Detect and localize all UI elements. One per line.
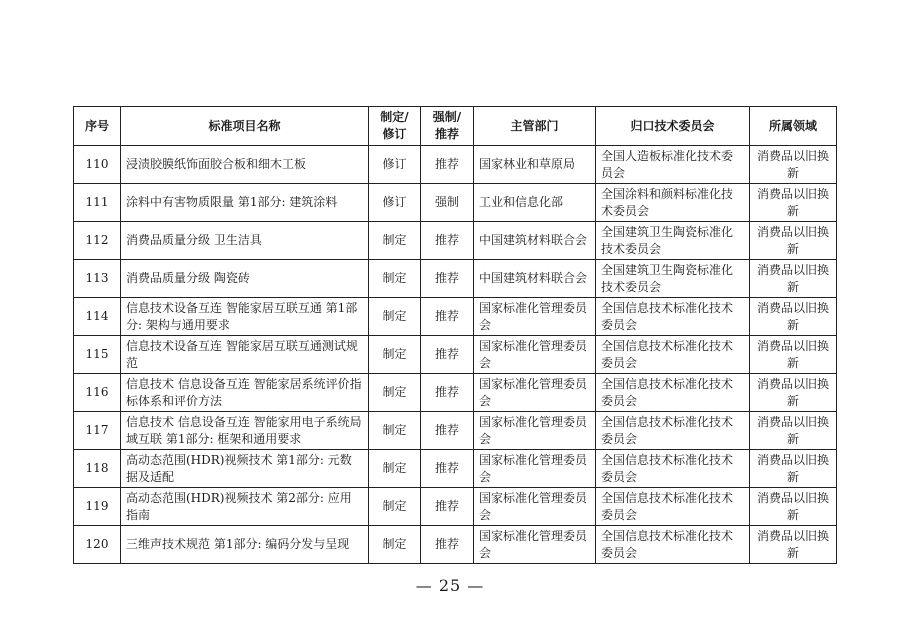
cell-committee: 全国建筑卫生陶瓷标准化技术委员会 xyxy=(596,222,750,260)
cell-type: 修订 xyxy=(369,184,421,222)
cell-seq: 114 xyxy=(74,298,121,336)
cell-type: 制定 xyxy=(369,336,421,374)
cell-committee: 全国信息技术标准化技术委员会 xyxy=(596,450,750,488)
cell-field: 消费品以旧换新 xyxy=(750,184,837,222)
header-type-line1: 制定/ xyxy=(380,110,409,124)
header-type xyxy=(369,107,421,146)
cell-name: 信息技术设备互连 智能家居互联互通 第1部分: 架构与通用要求 xyxy=(121,298,369,336)
page-number: — 25 — xyxy=(415,576,485,595)
cell-seq: 112 xyxy=(74,222,121,260)
table-row xyxy=(74,260,837,298)
table-row xyxy=(74,298,837,336)
cell-nature: 推荐 xyxy=(421,298,474,336)
cell-committee: 全国信息技术标准化技术委员会 xyxy=(596,298,750,336)
cell-field: 消费品以旧换新 xyxy=(750,146,837,184)
cell-field: 消费品以旧换新 xyxy=(750,450,837,488)
table-row xyxy=(74,374,837,412)
cell-dept: 国家标准化管理委员会 xyxy=(474,374,596,412)
cell-type: 制定 xyxy=(369,526,421,564)
header-seq: 序号 xyxy=(74,107,121,146)
cell-dept: 国家标准化管理委员会 xyxy=(474,336,596,374)
cell-seq: 110 xyxy=(74,146,121,184)
cell-dept: 国家标准化管理委员会 xyxy=(474,412,596,450)
cell-name: 信息技术 信息设备互连 智能家居系统评价指标体系和评价方法 xyxy=(121,374,369,412)
cell-nature: 推荐 xyxy=(421,488,474,526)
table-row xyxy=(74,222,837,260)
cell-field: 消费品以旧换新 xyxy=(750,336,837,374)
cell-seq: 115 xyxy=(74,336,121,374)
table-row xyxy=(74,450,837,488)
cell-committee: 全国人造板标准化技术委员会 xyxy=(596,146,750,184)
header-nature xyxy=(421,107,474,146)
cell-nature: 强制 xyxy=(421,184,474,222)
cell-type: 制定 xyxy=(369,298,421,336)
cell-seq: 113 xyxy=(74,260,121,298)
cell-nature: 推荐 xyxy=(421,260,474,298)
cell-field: 消费品以旧换新 xyxy=(750,222,837,260)
cell-committee: 全国信息技术标准化技术委员会 xyxy=(596,412,750,450)
cell-type: 制定 xyxy=(369,450,421,488)
header-nature-line1: 强制/ xyxy=(432,110,462,124)
cell-name: 消费品质量分级 卫生洁具 xyxy=(121,222,369,260)
cell-type: 制定 xyxy=(369,412,421,450)
cell-committee: 全国信息技术标准化技术委员会 xyxy=(596,526,750,564)
cell-dept: 国家标准化管理委员会 xyxy=(474,526,596,564)
cell-dept: 国家标准化管理委员会 xyxy=(474,488,596,526)
cell-name: 三维声技术规范 第1部分: 编码分发与呈现 xyxy=(121,526,369,564)
cell-nature: 推荐 xyxy=(421,450,474,488)
cell-nature: 推荐 xyxy=(421,222,474,260)
table-row xyxy=(74,412,837,450)
cell-name: 高动态范围(HDR)视频技术 第1部分: 元数据及适配 xyxy=(121,450,369,488)
header-type-line2: 修订 xyxy=(382,127,407,141)
header-row xyxy=(74,107,837,146)
header-committee: 归口技术委员会 xyxy=(596,107,750,146)
cell-type: 制定 xyxy=(369,374,421,412)
cell-dept: 工业和信息化部 xyxy=(474,184,596,222)
cell-seq: 116 xyxy=(74,374,121,412)
cell-nature: 推荐 xyxy=(421,146,474,184)
cell-dept: 国家林业和草原局 xyxy=(474,146,596,184)
cell-field: 消费品以旧换新 xyxy=(750,412,837,450)
cell-nature: 推荐 xyxy=(421,336,474,374)
cell-nature: 推荐 xyxy=(421,374,474,412)
cell-committee: 全国涂料和颜料标准化技术委员会 xyxy=(596,184,750,222)
cell-type: 修订 xyxy=(369,146,421,184)
cell-name: 浸渍胶膜纸饰面胶合板和细木工板 xyxy=(121,146,369,184)
cell-seq: 117 xyxy=(74,412,121,450)
table-row xyxy=(74,336,837,374)
cell-seq: 118 xyxy=(74,450,121,488)
cell-name: 信息技术 信息设备互连 智能家用电子系统局域互联 第1部分: 框架和通用要求 xyxy=(121,412,369,450)
cell-type: 制定 xyxy=(369,260,421,298)
table-row xyxy=(74,146,837,184)
cell-committee: 全国信息技术标准化技术委员会 xyxy=(596,374,750,412)
cell-dept: 国家标准化管理委员会 xyxy=(474,298,596,336)
cell-seq: 120 xyxy=(74,526,121,564)
table-row xyxy=(74,184,837,222)
cell-committee: 全国建筑卫生陶瓷标准化技术委员会 xyxy=(596,260,750,298)
cell-field: 消费品以旧换新 xyxy=(750,298,837,336)
cell-field: 消费品以旧换新 xyxy=(750,488,837,526)
cell-field: 消费品以旧换新 xyxy=(750,374,837,412)
cell-committee: 全国信息技术标准化技术委员会 xyxy=(596,336,750,374)
cell-committee: 全国信息技术标准化技术委员会 xyxy=(596,488,750,526)
cell-seq: 111 xyxy=(74,184,121,222)
cell-name: 信息技术设备互连 智能家居互联互通测试规范 xyxy=(121,336,369,374)
cell-seq: 119 xyxy=(74,488,121,526)
cell-nature: 推荐 xyxy=(421,526,474,564)
header-name: 标准项目名称 xyxy=(121,107,369,146)
cell-dept: 中国建筑材料联合会 xyxy=(474,222,596,260)
cell-type: 制定 xyxy=(369,488,421,526)
cell-field: 消费品以旧换新 xyxy=(750,260,837,298)
header-dept: 主管部门 xyxy=(474,107,596,146)
cell-nature: 推荐 xyxy=(421,412,474,450)
cell-name: 高动态范围(HDR)视频技术 第2部分: 应用指南 xyxy=(121,488,369,526)
cell-dept: 国家标准化管理委员会 xyxy=(474,450,596,488)
cell-dept: 中国建筑材料联合会 xyxy=(474,260,596,298)
cell-name: 涂料中有害物质限量 第1部分: 建筑涂料 xyxy=(121,184,369,222)
cell-field: 消费品以旧换新 xyxy=(750,526,837,564)
table-row xyxy=(74,488,837,526)
table-row xyxy=(74,526,837,564)
header-field: 所属领域 xyxy=(750,107,837,146)
cell-name: 消费品质量分级 陶瓷砖 xyxy=(121,260,369,298)
cell-type: 制定 xyxy=(369,222,421,260)
standards-table xyxy=(73,106,837,564)
header-nature-line2: 推荐 xyxy=(434,127,459,141)
